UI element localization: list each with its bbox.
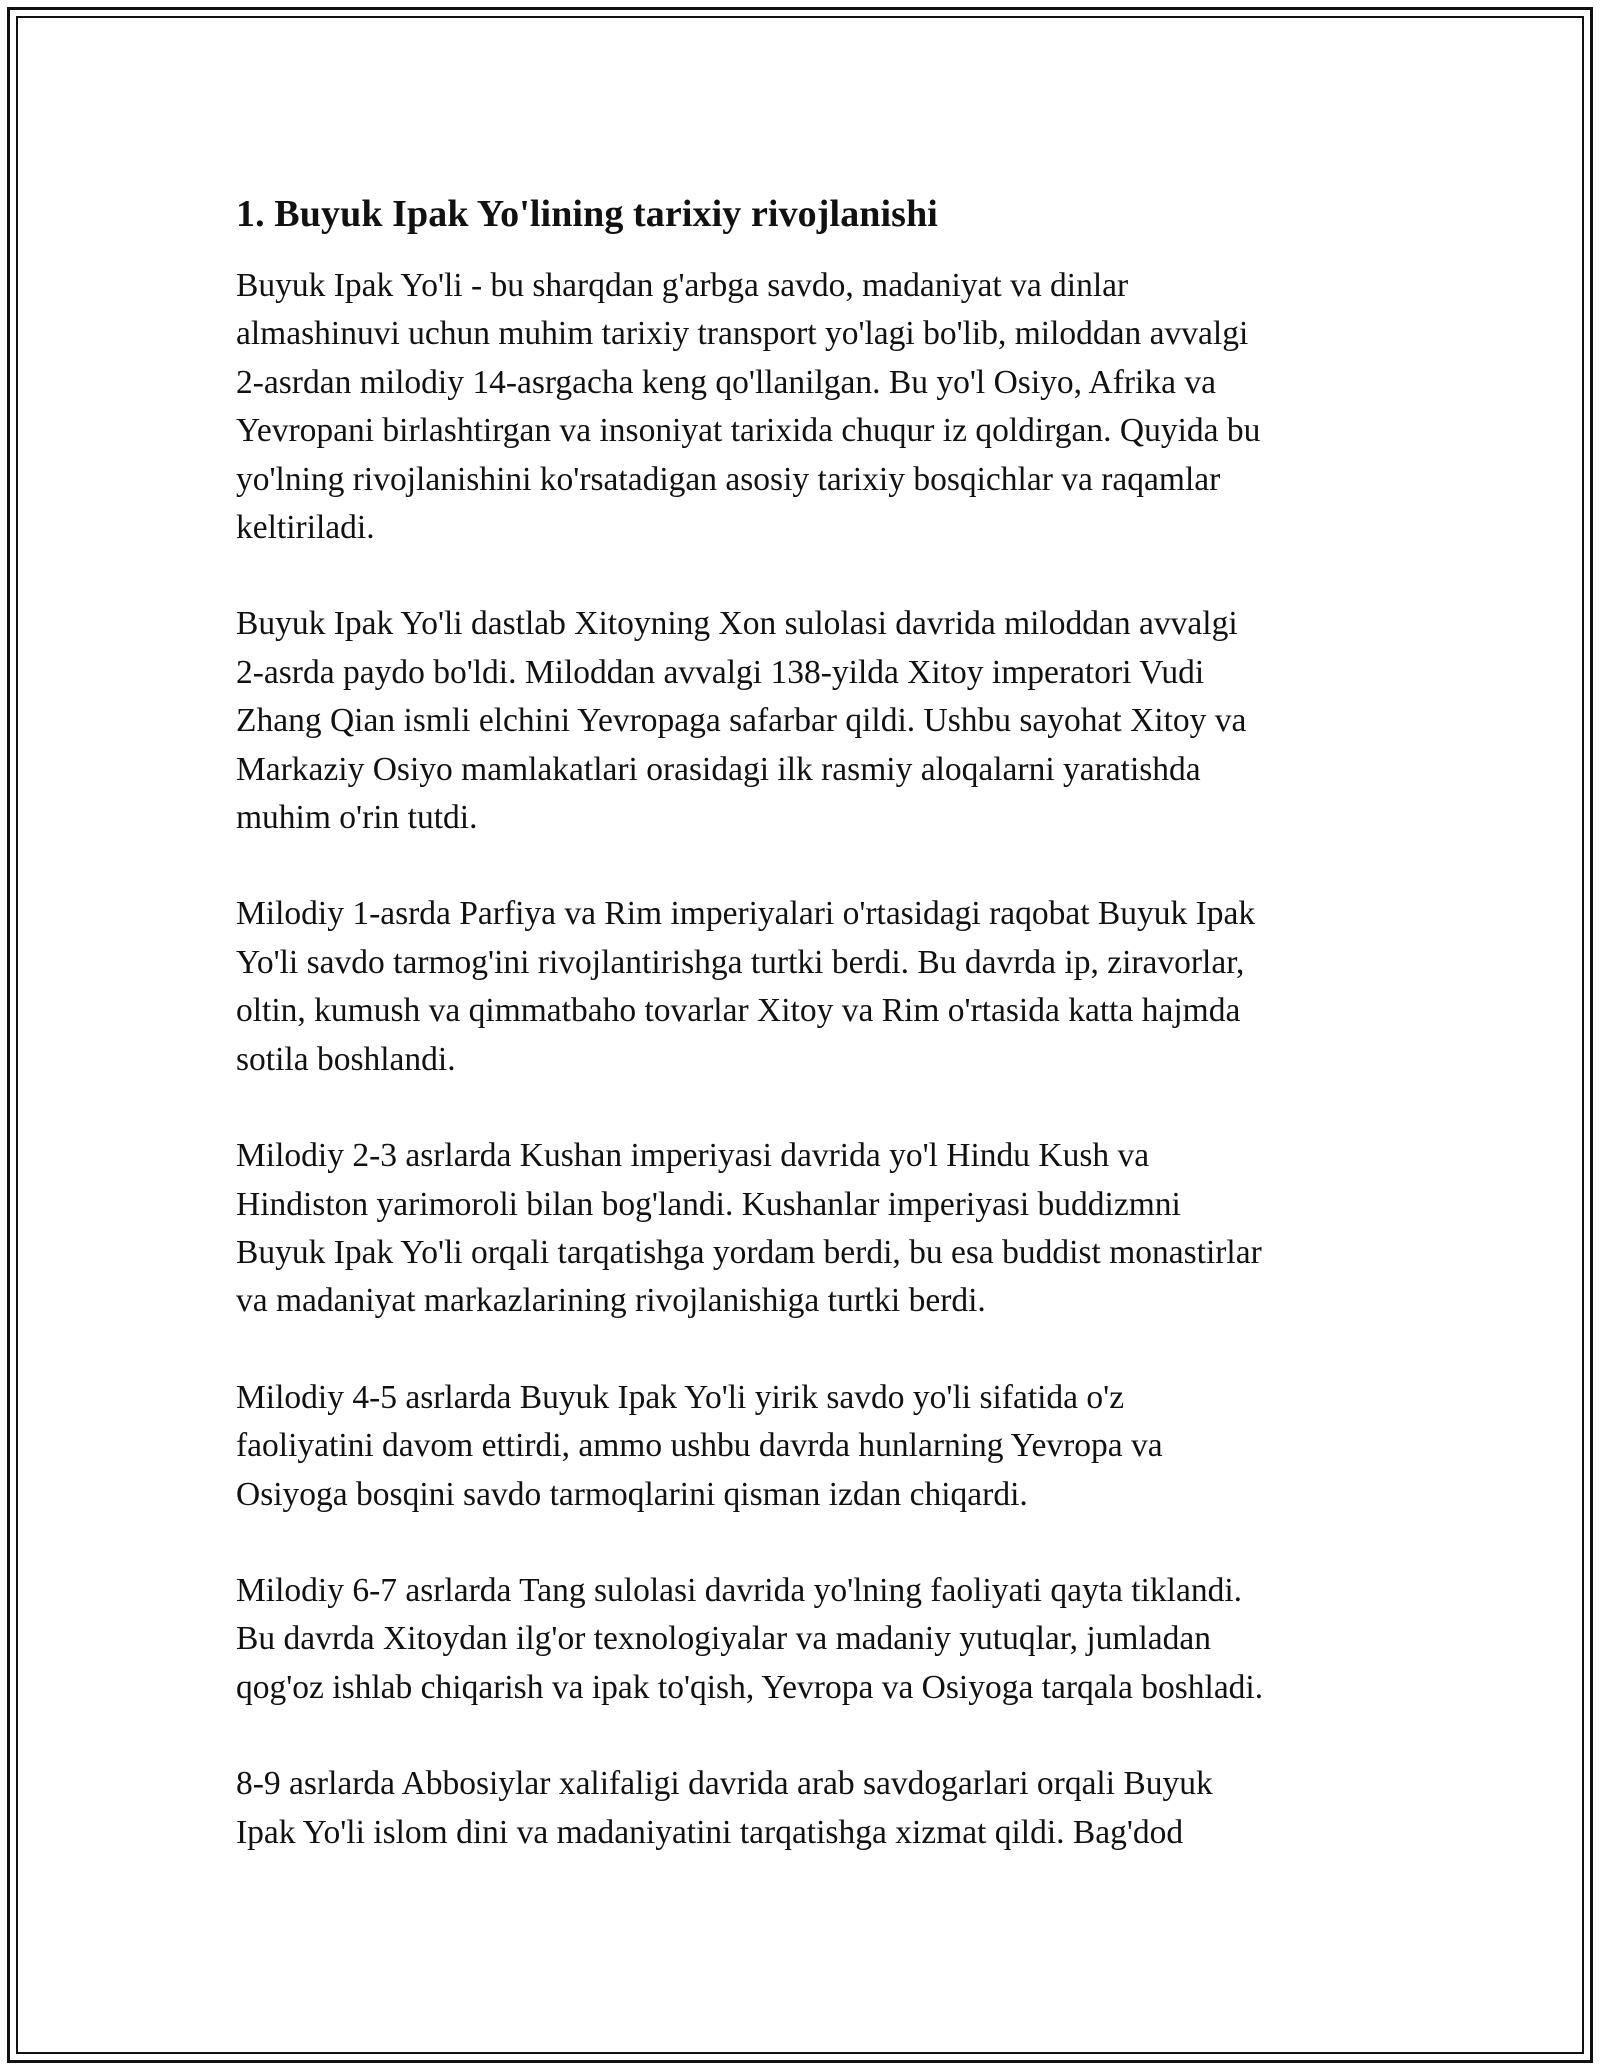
section-heading: 1. Buyuk Ipak Yo'lining tarixiy rivojlanishi <box>236 193 938 235</box>
paragraph-abbasid: 8-9 asrlarda Abbosiylar xalifaligi davrida arab savdogarlari orqali Buyuk Ipak Yo'li islom dini va madaniyatini tarqatishga xizmat qildi. Bag'dod <box>236 1765 1213 1851</box>
paragraph-kushan: Milodiy 2-3 asrlarda Kushan imperiyasi davrida yo'l Hindu Kush va Hindiston yarimoroli bilan bog'landi. Kushanlar imperiyasi buddizmni Buyuk Ipak Yo'li orqali tarqatishga yordam berdi, bu esa buddist monastirlar va madaniyat markazlarining rivojlanishiga turtki berdi. <box>236 1137 1262 1320</box>
document-body <box>236 186 1376 1905</box>
paragraph-intro: Buyuk Ipak Yo'li - bu sharqdan g'arbga savdo, madaniyat va dinlar almashinuvi uchun muhim tarixiy transport yo'lagi bo'lib, miloddan avvalgi 2-asrdan milodiy 14-asrgacha keng qo'llanilgan. Bu yo'l Osiyo, Afrika va Yevropani birlashtirgan va insoniyat tarixida chuqur iz qoldirgan. Quyida bu yo'lning rivojlanishini ko'rsatadigan asosiy tarixiy bosqichlar va raqamlar keltiriladi. <box>236 267 1261 547</box>
paragraph-parthia-rome: Milodiy 1-asrda Parfiya va Rim imperiyalari o'rtasidagi raqobat Buyuk Ipak Yo'li savdo tarmog'ini rivojlantirishga turtki berdi. Bu davrda ip, ziravorlar, oltin, kumush va qimmatbaho tovarlar Xitoy va Rim o'rtasida katta hajmda sotila boshlandi. <box>236 895 1256 1078</box>
paragraph-huns: Milodiy 4-5 asrlarda Buyuk Ipak Yo'li yirik savdo yo'li sifatida o'z faoliyatini davom ettirdi, ammo ushbu davrda hunlarning Yevropa va Osiyoga bosqini savdo tarmoqlarini qisman izdan chiqardi. <box>236 1378 1163 1513</box>
paragraph-han-dynasty: Buyuk Ipak Yo'li dastlab Xitoyning Xon sulolasi davrida miloddan avvalgi 2-asrda paydo bo'ldi. Miloddan avvalgi 138-yilda Xitoy imperatori Vudi Zhang Qian ismli elchini Yevropaga safarbar qildi. Ushbu sayohat Xitoy va Markaziy Osiyo mamlakatlari orasidagi ilk rasmiy aloqalarni yaratishda muhim o'rin tutdi. <box>236 605 1247 837</box>
paragraph-tang-dynasty: Milodiy 6-7 asrlarda Tang sulolasi davrida yo'lning faoliyati qayta tiklandi. Bu davrda Xitoydan ilg'or texnologiyalar va madaniy yutuqlar, jumladan qog'oz ishlab chiqarish va ipak to'qish, Yevropa va Osiyoga tarqala boshladi. <box>236 1571 1264 1706</box>
